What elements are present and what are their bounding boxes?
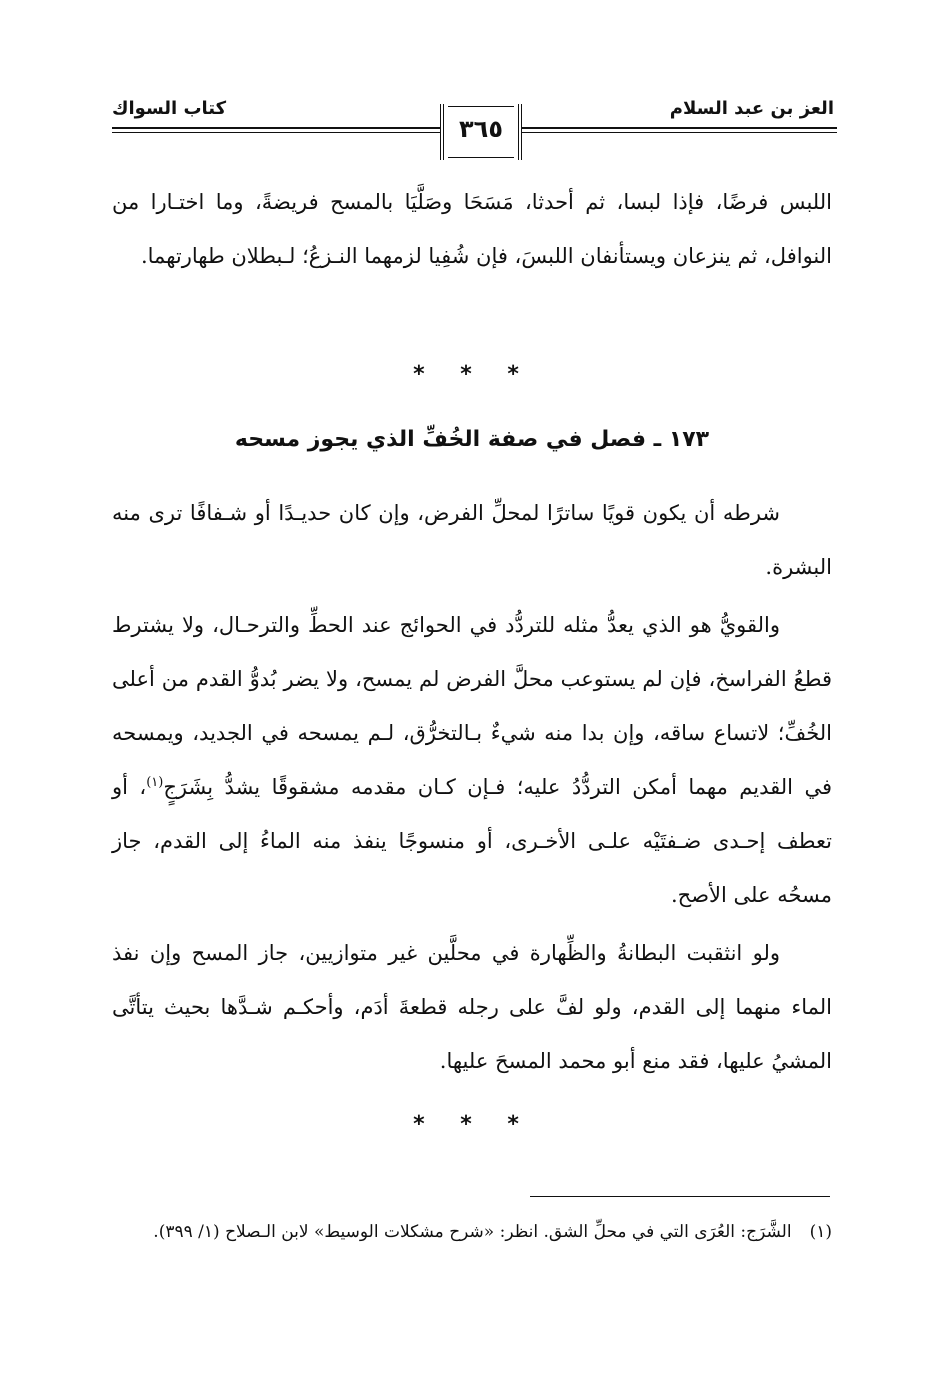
section-separator: * * * bbox=[413, 362, 533, 387]
page-number-frame bbox=[440, 104, 522, 160]
footnote-reference[interactable]: (١) bbox=[146, 775, 164, 790]
section-separator-end: * * * bbox=[413, 1112, 533, 1137]
paragraph-text-part2: ، أو تعطف إحـدى ضـفتَيْه علـى الأخـرى، أو منسوجًا ينفذ منه الماءُ إلى القدم، جاز مسحُه على الأصح. bbox=[112, 775, 832, 907]
footnote-number: (١) bbox=[809, 1222, 832, 1242]
page-number: ٣٦٥ bbox=[459, 115, 503, 143]
paragraph-strong-definition bbox=[112, 598, 832, 922]
footnote bbox=[112, 1210, 832, 1254]
footnote-text: الشَّرَج: العُرَى التي في محلِّ الشق. انظر: «شرح مشكلات الوسيط» لابن الـصلاح (١/ ٣٩٩). bbox=[153, 1222, 792, 1242]
paragraph-text-part1: والقويُّ هو الذي يعدُّ مثله للتردُّد في الحوائج عند الحطِّ والترحـال، ولا يشترط قطعُ الفراسخ، فإن لم يستوعب محلَّ الفرض لم يمسح، ولا يضر بُدوُّ القدم من أعلى الخُفِّ؛ لاتساع ساقه، وإن بدا منه شيءٌ بـالتخرُّق، لـم يمسحه في الجديد، ويمسحه في القديم مهما أمكن التردُّدُ عليه؛ فـإن كـان مقدمه مشقوقًا يشدُّ بِشَرَجٍ bbox=[112, 613, 832, 799]
running-head-author: العز بن عبد السلام bbox=[669, 98, 834, 119]
paragraph-condition: شرطه أن يكون قويًا ساترًا لمحلِّ الفرض، وإن كان حديـدًا أو شـفافًا ترى منه البشرة. bbox=[112, 501, 832, 579]
running-head-book: كتاب السواك bbox=[112, 98, 227, 119]
paragraph-perforation: ولو انثقبت البطانةُ والظِّهارة في محلَّين غير متوازيين، جاز المسح وإن نفذ الماء منهما إلى القدم، ولو لفَّ على رجله قطعةَ أدَم، وأحكـم شـدَّها بحيث يتأتَّى المشيُ عليها، فقد منع أبو محمد المسحَ عليها. bbox=[112, 941, 832, 1073]
paragraph-continuation: اللبس فرضًا، فإذا لبسا، ثم أحدثا، مَسَحَا وصَلَّيَا بالمسح فريضةً، وما اختـارا من النوافل، ثم ينزعان ويستأنفان اللبسَ، فإن شُفِيا لزمهما النـزعُ؛ لـبطلان طهارتهما. bbox=[112, 190, 832, 268]
section-title: ١٧٣ ـ فصل في صفة الخُفِّ الذي يجوز مسحه bbox=[234, 427, 710, 452]
footnote-rule bbox=[530, 1196, 830, 1197]
